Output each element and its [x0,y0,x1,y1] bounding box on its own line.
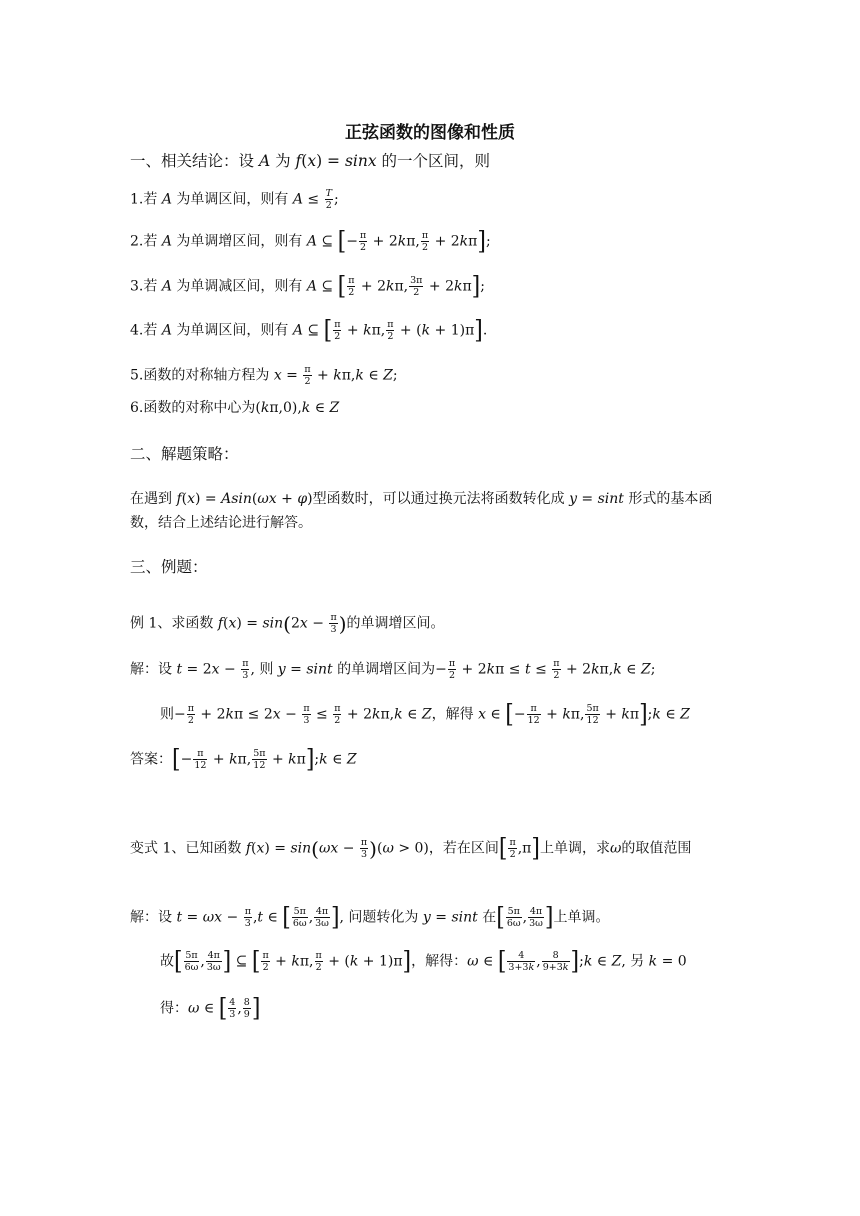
section-3-heading: 三、例题： [130,558,208,576]
conclusion-3: 3.若 A 为单调减区间，则有 A ⊆ [ $\frac{\pi}{2}$ + 2kπ, $\frac{3\pi}{2}$ + 2kπ]; [130,271,485,301]
page-title: 正弦函数的图像和性质 [345,123,515,143]
section-1-heading [130,151,490,171]
solution-2-line-2: 故[ $\frac{5\pi}{6\omega}$ , $\frac{4\pi}{3\omega}$ ] ⊆ [ $\frac{\pi}{2}$ + kπ, $\frac{\pi}{2}$ + (k + 1)π]，解得：ω ∈ [ $\frac{4}{3+3k}$ , $\frac{8}{9+3k}$ ];k ∈ Z, 另 k = 0 [160,946,687,976]
example-1: 例 1、求函数 f(x) = sin(2x − $\frac{\pi}{3}$ )的单调增区间。 [130,611,445,636]
solution-1-line-1: 解：设 t = 2x − $\frac{\pi}{3}$ , 则 y = sint 的单调增区间为− $\frac{\pi}{2}$ + 2kπ ≤ t ≤ $\frac{\pi}{2}$ + 2kπ,k ∈ Z; [130,658,656,681]
solution-1-line-2: 则− $\frac{\pi}{2}$ + 2kπ ≤ 2x − $\frac{\pi}{3}$ ≤ $\frac{\pi}{2}$ + 2kπ,k ∈ Z，解得 x ∈ [− $\frac{\pi}{12}$ + kπ, $\frac{5\pi}{12}$ + kπ];k ∈ Z [160,699,690,729]
conclusion-6: 6.函数的对称中心为(kπ,0),k ∈ Z [130,400,340,416]
variant-1: 变式 1、已知函数 f(x) = sin(ωx − $\frac{\pi}{3}$ )(ω > 0)，若在区间[ $\frac{\pi}{2}$ ,π]上单调，求ω的取值范围 [130,833,692,863]
strategy-paragraph: 在遇到 f(x) = Asin(ωx + φ)型函数时，可以通过换元法将函数转化成 y = sint 形式的基本函数，结合上述结论进行解答。 [130,491,713,531]
heading-text: 一、相关结论：设 A 为 f(x) = sinx 的一个区间，则 [130,152,491,170]
conclusion-2: 2.若 A 为单调增区间，则有 A ⊆ [− $\frac{\pi}{2}$ + 2kπ, $\frac{\pi}{2}$ + 2kπ]; [130,226,491,256]
answer-1: 答案：[− $\frac{\pi}{12}$ + kπ, $\frac{5\pi}{12}$ + kπ];k ∈ Z [130,744,357,774]
section-2-heading: 二、解题策略： [130,445,239,463]
solution-2-line-1: 解：设 t = ωx − $\frac{\pi}{3}$ ,t ∈ [ $\frac{5\pi}{6\omega}$ , $\frac{4\pi}{3\omega}$ ], 问题转化为 y = sint 在[ $\frac{5\pi}{6\omega}$ , $\frac{4\pi}{3\omega}$ ]上单调。 [130,902,610,932]
conclusion-4: 4.若 A 为单调区间，则有 A ⊆ [ $\frac{\pi}{2}$ + kπ, $\frac{\pi}{2}$ + (k + 1)π]. [130,315,488,345]
conclusion-1: 1.若 A 为单调区间，则有 A ≤ $\frac{T}{2}$ ; [130,188,339,211]
solution-2-line-3: 得：ω ∈ [ $\frac{4}{3}$ , $\frac{8}{9}$ ] [160,993,261,1023]
conclusion-5: 5.函数的对称轴方程为 x = $\frac{\pi}{2}$ + kπ,k ∈ Z; [130,364,398,387]
